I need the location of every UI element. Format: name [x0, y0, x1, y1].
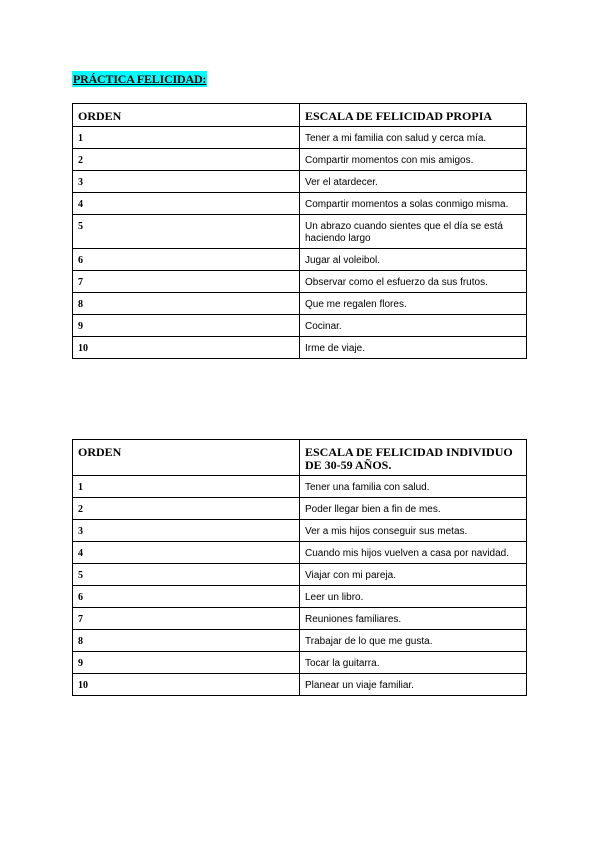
- table-row: [73, 171, 527, 193]
- happiness-scale-30-59-table: [72, 439, 527, 696]
- table-row: [73, 586, 527, 608]
- row-number: 2: [73, 498, 300, 520]
- table-row: [73, 149, 527, 171]
- row-text: Cocinar.: [300, 315, 527, 337]
- table-row: [73, 249, 527, 271]
- row-text: Que me regalen flores.: [300, 293, 527, 315]
- row-text: Jugar al voleibol.: [300, 249, 527, 271]
- row-text: Tener a mi familia con salud y cerca mía.: [300, 127, 527, 149]
- row-number: 1: [73, 476, 300, 498]
- table-row: [73, 652, 527, 674]
- row-number: 7: [73, 608, 300, 630]
- table-row: [73, 630, 527, 652]
- row-text: Planear un viaje familiar.: [300, 674, 527, 696]
- column-header-escala: ESCALA DE FELICIDAD PROPIA: [300, 104, 527, 127]
- row-number: 9: [73, 315, 300, 337]
- table-header-row: [73, 440, 527, 476]
- table-row: [73, 315, 527, 337]
- row-number: 8: [73, 630, 300, 652]
- row-text: Ver a mis hijos conseguir sus metas.: [300, 520, 527, 542]
- table-row: [73, 520, 527, 542]
- table-row: [73, 127, 527, 149]
- table-row: [73, 564, 527, 586]
- table-row: [73, 608, 527, 630]
- row-text: Leer un libro.: [300, 586, 527, 608]
- row-text: Trabajar de lo que me gusta.: [300, 630, 527, 652]
- table-row: [73, 674, 527, 696]
- column-header-orden: ORDEN: [73, 440, 300, 476]
- row-number: 3: [73, 171, 300, 193]
- row-number: 10: [73, 337, 300, 359]
- table-row: [73, 476, 527, 498]
- row-text: Ver el atardecer.: [300, 171, 527, 193]
- row-text: Poder llegar bien a fin de mes.: [300, 498, 527, 520]
- happiness-scale-own-table: [72, 103, 527, 359]
- table-row: [73, 542, 527, 564]
- table-row: [73, 498, 527, 520]
- row-text: Compartir momentos con mis amigos.: [300, 149, 527, 171]
- row-text: Un abrazo cuando sientes que el día se está haciendo largo: [300, 215, 527, 249]
- table-row: [73, 271, 527, 293]
- row-number: 1: [73, 127, 300, 149]
- row-number: 6: [73, 586, 300, 608]
- row-number: 9: [73, 652, 300, 674]
- row-number: 4: [73, 542, 300, 564]
- row-text: Observar como el esfuerzo da sus frutos.: [300, 271, 527, 293]
- row-text: Tocar la guitarra.: [300, 652, 527, 674]
- row-number: 5: [73, 564, 300, 586]
- row-number: 2: [73, 149, 300, 171]
- row-number: 3: [73, 520, 300, 542]
- table-row: [73, 337, 527, 359]
- row-text: Viajar con mi pareja.: [300, 564, 527, 586]
- row-text: Irme de viaje.: [300, 337, 527, 359]
- row-number: 4: [73, 193, 300, 215]
- table-row: [73, 293, 527, 315]
- page-title: PRÁCTICA FELICIDAD:: [73, 72, 207, 86]
- table-row: [73, 193, 527, 215]
- column-header-orden: ORDEN: [73, 104, 300, 127]
- row-text: Reuniones familiares.: [300, 608, 527, 630]
- row-text: Tener una familia con salud.: [300, 476, 527, 498]
- row-text: Compartir momentos a solas conmigo misma.: [300, 193, 527, 215]
- row-number: 10: [73, 674, 300, 696]
- row-number: 5: [73, 215, 300, 249]
- table-header-row: [73, 104, 527, 127]
- row-number: 8: [73, 293, 300, 315]
- row-text: Cuando mis hijos vuelven a casa por navidad.: [300, 542, 527, 564]
- table-row: [73, 215, 527, 249]
- row-number: 7: [73, 271, 300, 293]
- row-number: 6: [73, 249, 300, 271]
- column-header-escala: ESCALA DE FELICIDAD INDIVIDUO DE 30-59 AÑOS.: [300, 440, 527, 476]
